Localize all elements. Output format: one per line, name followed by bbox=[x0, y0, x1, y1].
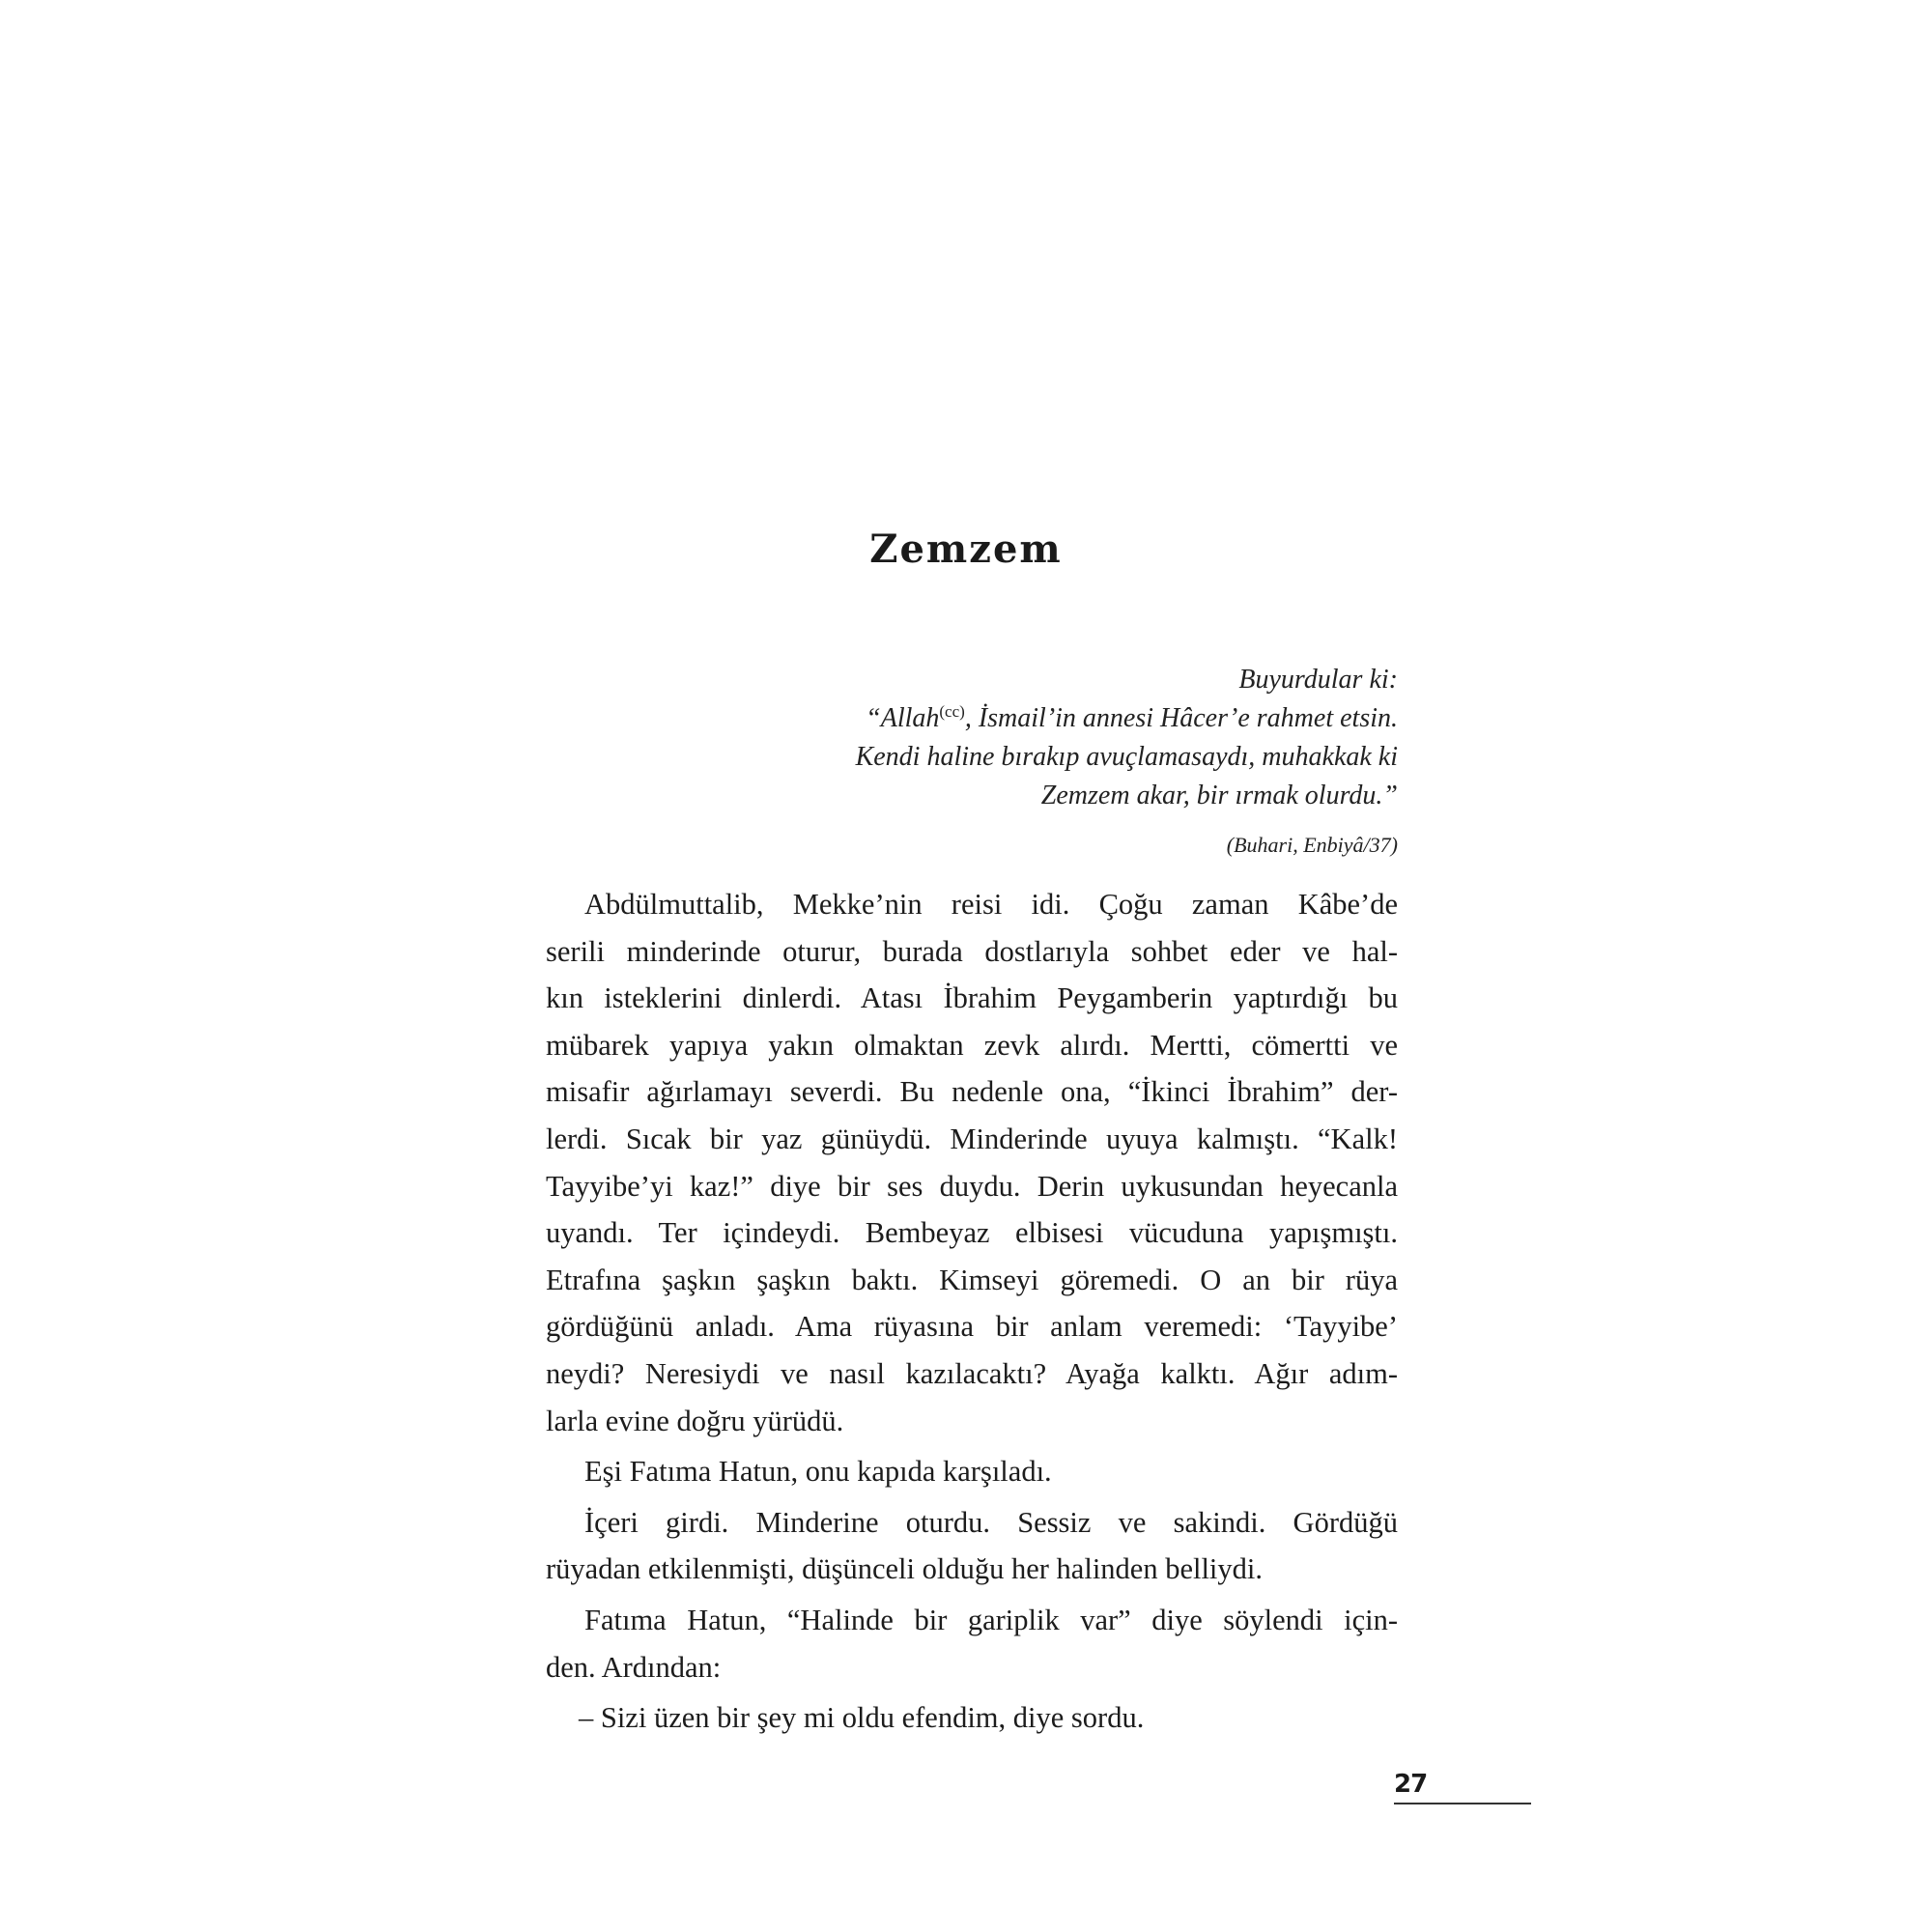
body-text bbox=[546, 881, 1398, 1742]
epigraph-line: Buyurdular ki: bbox=[1238, 665, 1398, 695]
paragraph-line: uyandı. Ter içindeydi. Bembeyaz elbisesi vücuduna yapışmıştı. bbox=[546, 1216, 1398, 1250]
epigraph-text: “Allah bbox=[866, 703, 940, 733]
epigraph-line: Zemzem akar, bir ırmak olurdu.” bbox=[1040, 781, 1398, 810]
epigraph-line: Kendi haline bırakıp avuçlamasaydı, muhakkak ki bbox=[855, 742, 1398, 772]
epigraph-citation: (Buhari, Enbiyâ/37) bbox=[1226, 833, 1398, 857]
chapter-title: Zemzem bbox=[869, 526, 1063, 572]
paragraph-line: serili minderinde oturur, burada dostlarıyla sohbet eder ve hal- bbox=[546, 934, 1398, 968]
paragraph-line: – Sizi üzen bir şey mi oldu efendim, diye sordu. bbox=[579, 1701, 1145, 1735]
paragraph-line: kın isteklerini dinlerdi. Atası İbrahim Peygamberin yaptırdığı bu bbox=[546, 981, 1398, 1015]
paragraph-line: misafir ağırlamayı severdi. Bu nedenle ona, “İkinci İbrahim” der- bbox=[546, 1075, 1398, 1109]
honorific-superscript: (cc) bbox=[939, 702, 965, 721]
paragraph-line: mübarek yapıya yakın olmaktan zevk alırdı. Mertti, cömertti ve bbox=[546, 1028, 1398, 1062]
paragraph-line: lerdi. Sıcak bir yaz günüydü. Minderinde uyuya kalmıştı. “Kalk! bbox=[546, 1122, 1398, 1155]
paragraph-line: den. Ardından: bbox=[546, 1650, 722, 1684]
paragraph-line: rüyadan etkilenmişti, düşünceli olduğu her halinden belliydi. bbox=[546, 1552, 1264, 1586]
page-number: 27 bbox=[1394, 1770, 1428, 1799]
epigraph-text: , İsmail’in annesi Hâcer’e rahmet etsin. bbox=[964, 703, 1398, 733]
page-number-rule bbox=[1394, 1803, 1531, 1804]
epigraph-line bbox=[664, 699, 1398, 738]
paragraph-line: İçeri girdi. Minderine oturdu. Sessiz ve sakindi. Gördüğü bbox=[584, 1505, 1398, 1539]
paragraph-line: Eşi Fatıma Hatun, onu kapıda karşıladı. bbox=[584, 1455, 1052, 1489]
epigraph bbox=[664, 661, 1398, 815]
paragraph-line: gördüğünü anladı. Ama rüyasına bir anlam veremedi: ‘Tayyibe’ bbox=[546, 1310, 1398, 1344]
paragraph-line: larla evine doğru yürüdü. bbox=[546, 1404, 844, 1437]
paragraph-line: Abdülmuttalib, Mekke’nin reisi idi. Çoğu zaman Kâbe’de bbox=[584, 888, 1398, 921]
paragraph-line: Fatıma Hatun, “Halinde bir gariplik var” diye söylendi için- bbox=[584, 1603, 1398, 1636]
paragraph-line: neydi? Neresiydi ve nasıl kazılacaktı? Ayağa kalktı. Ağır adım- bbox=[546, 1356, 1398, 1390]
paragraph-line: Tayyibe’yi kaz!” diye bir ses duydu. Derin uykusundan heyecanla bbox=[546, 1169, 1398, 1203]
paragraph-line: Etrafına şaşkın şaşkın baktı. Kimseyi göremedi. O an bir rüya bbox=[546, 1263, 1398, 1296]
